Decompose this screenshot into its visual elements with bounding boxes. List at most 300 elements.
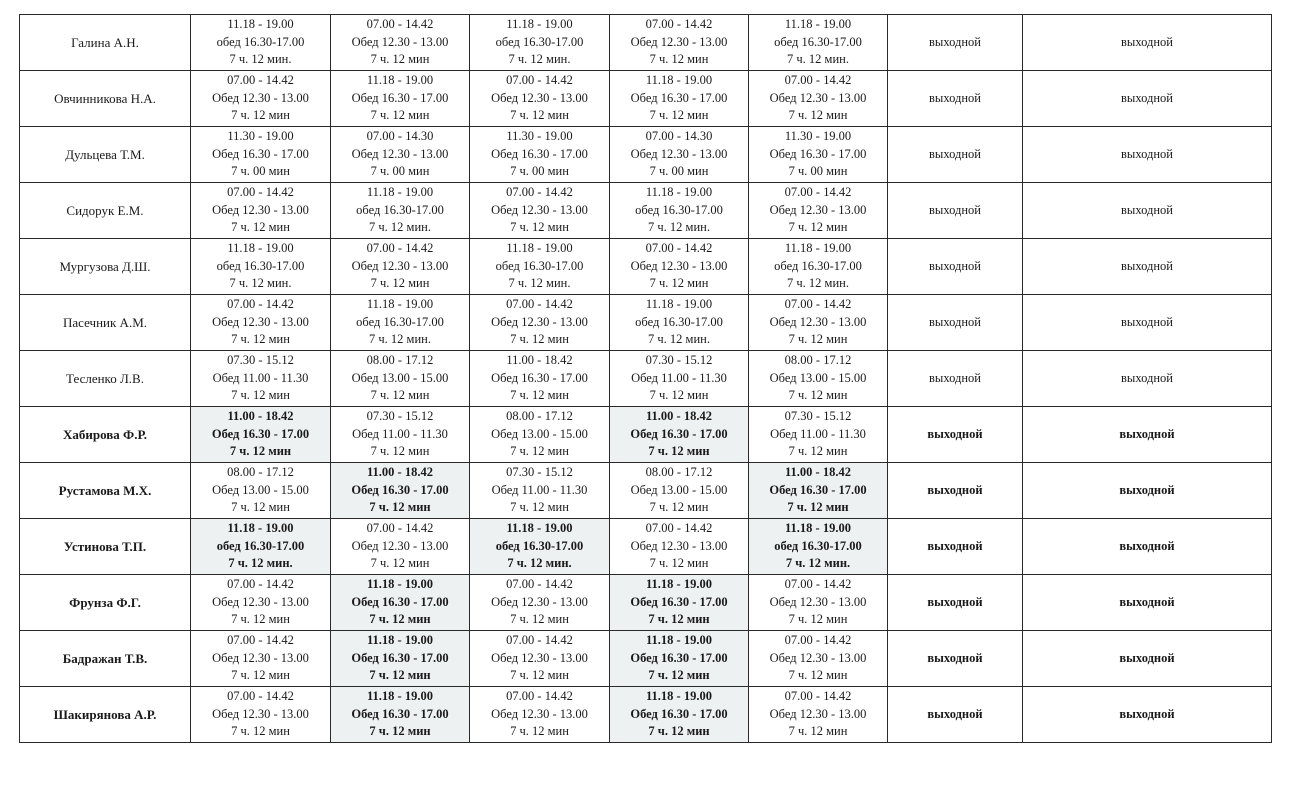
shift-hours: 7 ч. 12 мин. bbox=[508, 276, 571, 291]
shift-lunch: Обед 16.30 - 17.00 bbox=[351, 650, 449, 665]
shift-time: 11.18 - 19.00 bbox=[366, 73, 434, 88]
shift-time: 11.18 - 19.00 bbox=[646, 633, 712, 648]
shift-time: 07.00 - 14.42 bbox=[227, 689, 294, 704]
shift-lunch: Обед 16.30 - 17.00 bbox=[351, 594, 449, 609]
shift-cell bbox=[331, 519, 470, 575]
day-off-cell: выходной bbox=[1023, 407, 1272, 463]
shift-time: 08.00 - 17.12 bbox=[645, 465, 713, 480]
shift-hours: 7 ч. 12 мин bbox=[369, 612, 431, 627]
shift-cell bbox=[331, 407, 470, 463]
shift-hours: 7 ч. 12 мин bbox=[648, 724, 710, 739]
shift-time: 11.18 - 19.00 bbox=[366, 297, 434, 312]
shift-lunch: Обед 12.30 - 13.00 bbox=[769, 594, 867, 609]
shift-cell bbox=[331, 127, 470, 183]
day-off-cell: выходной bbox=[888, 71, 1023, 127]
table-row bbox=[20, 631, 1272, 687]
shift-time: 07.00 - 14.42 bbox=[784, 185, 852, 200]
shift-time: 07.00 - 14.42 bbox=[366, 17, 434, 32]
shift-hours: 7 ч. 12 мин. bbox=[787, 52, 849, 67]
shift-lunch: обед 16.30-17.00 bbox=[216, 258, 305, 273]
table-row bbox=[20, 15, 1272, 71]
shift-time: 11.18 - 19.00 bbox=[506, 521, 573, 536]
shift-time: 07.00 - 14.42 bbox=[506, 577, 573, 592]
shift-cell bbox=[610, 687, 749, 743]
shift-time: 11.18 - 19.00 bbox=[227, 17, 294, 32]
shift-time: 07.00 - 14.42 bbox=[506, 185, 573, 200]
shift-hours: 7 ч. 12 мин bbox=[788, 612, 848, 627]
shift-hours: 7 ч. 12 мин bbox=[510, 332, 569, 347]
shift-cell bbox=[331, 575, 470, 631]
shift-cell bbox=[470, 71, 610, 127]
shift-lunch: Обед 12.30 - 13.00 bbox=[491, 90, 588, 105]
shift-hours: 7 ч. 12 мин bbox=[649, 52, 709, 67]
table-row bbox=[20, 351, 1272, 407]
shift-hours: 7 ч. 12 мин bbox=[510, 612, 569, 627]
table-row bbox=[20, 295, 1272, 351]
shift-hours: 7 ч. 12 мин bbox=[649, 556, 709, 571]
shift-lunch: Обед 12.30 - 13.00 bbox=[212, 90, 309, 105]
shift-hours: 7 ч. 12 мин bbox=[788, 108, 848, 123]
shift-time: 07.00 - 14.42 bbox=[506, 73, 573, 88]
shift-time: 07.00 - 14.42 bbox=[784, 73, 852, 88]
shift-cell bbox=[191, 127, 331, 183]
table-row bbox=[20, 519, 1272, 575]
table-row bbox=[20, 127, 1272, 183]
employee-name: Фрунза Ф.Г. bbox=[20, 575, 191, 631]
shift-hours: 7 ч. 12 мин bbox=[370, 52, 430, 67]
employee-name: Шакирянова А.Р. bbox=[20, 687, 191, 743]
day-off-cell: выходной bbox=[1023, 351, 1272, 407]
shift-lunch: Обед 16.30 - 17.00 bbox=[351, 90, 449, 105]
schedule-table bbox=[19, 14, 1272, 743]
shift-cell bbox=[610, 239, 749, 295]
shift-time: 07.30 - 15.12 bbox=[506, 465, 573, 480]
shift-hours: 7 ч. 12 мин bbox=[788, 444, 848, 459]
shift-time: 11.00 - 18.42 bbox=[367, 465, 433, 480]
shift-cell bbox=[470, 127, 610, 183]
day-off-cell: выходной bbox=[1023, 239, 1272, 295]
shift-hours: 7 ч. 00 мин bbox=[649, 164, 709, 179]
shift-time: 07.00 - 14.42 bbox=[784, 689, 852, 704]
shift-lunch: обед 16.30-17.00 bbox=[635, 202, 723, 217]
shift-cell bbox=[610, 351, 749, 407]
shift-time: 07.00 - 14.42 bbox=[784, 577, 852, 592]
shift-cell bbox=[331, 71, 470, 127]
shift-hours: 7 ч. 12 мин. bbox=[508, 52, 571, 67]
shift-time: 07.30 - 15.12 bbox=[784, 409, 852, 424]
shift-cell bbox=[749, 295, 888, 351]
shift-hours: 7 ч. 12 мин. bbox=[787, 276, 849, 291]
day-off-cell: выходной bbox=[1023, 631, 1272, 687]
shift-time: 11.00 - 18.42 bbox=[506, 353, 573, 368]
table-row bbox=[20, 407, 1272, 463]
shift-hours: 7 ч. 12 мин bbox=[510, 500, 569, 515]
shift-hours: 7 ч. 12 мин bbox=[231, 668, 290, 683]
shift-cell bbox=[191, 631, 331, 687]
shift-hours: 7 ч. 12 мин bbox=[369, 500, 431, 515]
shift-time: 11.18 - 19.00 bbox=[784, 241, 852, 256]
shift-lunch: Обед 13.00 - 15.00 bbox=[491, 426, 588, 441]
shift-time: 11.18 - 19.00 bbox=[506, 241, 573, 256]
shift-lunch: Обед 12.30 - 13.00 bbox=[630, 538, 728, 553]
shift-time: 07.30 - 15.12 bbox=[645, 353, 713, 368]
shift-cell bbox=[749, 407, 888, 463]
shift-hours: 7 ч. 12 мин bbox=[510, 668, 569, 683]
shift-lunch: обед 16.30-17.00 bbox=[216, 538, 305, 553]
shift-time: 07.00 - 14.42 bbox=[227, 185, 294, 200]
shift-time: 08.00 - 17.12 bbox=[227, 465, 294, 480]
shift-time: 07.30 - 15.12 bbox=[227, 353, 294, 368]
shift-cell bbox=[610, 519, 749, 575]
shift-lunch: Обед 13.00 - 15.00 bbox=[630, 482, 728, 497]
shift-time: 11.30 - 19.00 bbox=[784, 129, 852, 144]
shift-lunch: Обед 12.30 - 13.00 bbox=[491, 314, 588, 329]
shift-hours: 7 ч. 12 мин bbox=[231, 220, 290, 235]
shift-lunch: Обед 11.00 - 11.30 bbox=[770, 426, 866, 441]
shift-cell bbox=[749, 351, 888, 407]
shift-hours: 7 ч. 00 мин bbox=[370, 164, 430, 179]
shift-lunch: Обед 12.30 - 13.00 bbox=[769, 314, 867, 329]
shift-cell bbox=[470, 519, 610, 575]
shift-cell bbox=[749, 687, 888, 743]
shift-cell bbox=[331, 463, 470, 519]
shift-hours: 7 ч. 12 мин bbox=[231, 332, 290, 347]
shift-time: 11.18 - 19.00 bbox=[227, 521, 294, 536]
shift-lunch: Обед 13.00 - 15.00 bbox=[769, 370, 867, 385]
shift-time: 07.00 - 14.42 bbox=[506, 633, 573, 648]
shift-lunch: Обед 12.30 - 13.00 bbox=[630, 258, 728, 273]
shift-hours: 7 ч. 12 мин. bbox=[507, 556, 572, 571]
day-off-cell: выходной bbox=[888, 295, 1023, 351]
shift-lunch: Обед 16.30 - 17.00 bbox=[769, 482, 867, 497]
shift-hours: 7 ч. 12 мин bbox=[649, 276, 709, 291]
shift-lunch: Обед 12.30 - 13.00 bbox=[630, 146, 728, 161]
shift-lunch: Обед 12.30 - 13.00 bbox=[351, 34, 449, 49]
shift-cell bbox=[749, 127, 888, 183]
shift-cell bbox=[610, 183, 749, 239]
shift-cell bbox=[749, 183, 888, 239]
shift-lunch: Обед 16.30 - 17.00 bbox=[211, 426, 310, 441]
day-off-cell: выходной bbox=[1023, 71, 1272, 127]
shift-time: 07.30 - 15.12 bbox=[366, 409, 434, 424]
table-row bbox=[20, 71, 1272, 127]
shift-time: 07.00 - 14.42 bbox=[645, 521, 713, 536]
shift-hours: 7 ч. 12 мин bbox=[788, 668, 848, 683]
shift-cell bbox=[470, 239, 610, 295]
shift-time: 11.00 - 18.42 bbox=[785, 465, 851, 480]
shift-hours: 7 ч. 12 мин bbox=[788, 220, 848, 235]
shift-cell bbox=[610, 127, 749, 183]
shift-lunch: Обед 12.30 - 13.00 bbox=[769, 90, 867, 105]
shift-cell bbox=[610, 631, 749, 687]
shift-time: 11.00 - 18.42 bbox=[646, 409, 712, 424]
shift-time: 07.00 - 14.42 bbox=[366, 241, 434, 256]
shift-cell bbox=[191, 407, 331, 463]
shift-time: 07.00 - 14.42 bbox=[645, 17, 713, 32]
day-off-cell: выходной bbox=[1023, 15, 1272, 71]
shift-lunch: Обед 12.30 - 13.00 bbox=[769, 706, 867, 721]
shift-cell bbox=[331, 15, 470, 71]
shift-cell bbox=[470, 183, 610, 239]
employee-name: Сидорук Е.М. bbox=[20, 183, 191, 239]
shift-time: 08.00 - 17.12 bbox=[784, 353, 852, 368]
shift-hours: 7 ч. 12 мин bbox=[648, 612, 710, 627]
day-off-cell: выходной bbox=[1023, 463, 1272, 519]
shift-hours: 7 ч. 12 мин. bbox=[228, 556, 293, 571]
shift-cell bbox=[610, 295, 749, 351]
shift-time: 11.18 - 19.00 bbox=[645, 185, 713, 200]
shift-hours: 7 ч. 12 мин. bbox=[648, 332, 710, 347]
shift-lunch: Обед 16.30 - 17.00 bbox=[630, 650, 728, 665]
shift-hours: 7 ч. 12 мин bbox=[649, 108, 709, 123]
shift-hours: 7 ч. 12 мин bbox=[788, 388, 848, 403]
shift-cell bbox=[191, 15, 331, 71]
shift-lunch: Обед 12.30 - 13.00 bbox=[491, 594, 588, 609]
shift-lunch: обед 16.30-17.00 bbox=[356, 314, 444, 329]
day-off-cell: выходной bbox=[1023, 127, 1272, 183]
shift-lunch: обед 16.30-17.00 bbox=[216, 34, 305, 49]
shift-hours: 7 ч. 12 мин bbox=[370, 388, 430, 403]
shift-lunch: обед 16.30-17.00 bbox=[356, 202, 444, 217]
shift-hours: 7 ч. 12 мин bbox=[510, 388, 569, 403]
employee-name: Галина А.Н. bbox=[20, 15, 191, 71]
shift-time: 07.00 - 14.42 bbox=[784, 297, 852, 312]
shift-lunch: обед 16.30-17.00 bbox=[774, 258, 862, 273]
shift-lunch: обед 16.30-17.00 bbox=[495, 538, 584, 553]
shift-time: 07.00 - 14.42 bbox=[784, 633, 852, 648]
shift-cell bbox=[749, 463, 888, 519]
shift-lunch: Обед 16.30 - 17.00 bbox=[491, 370, 588, 385]
shift-lunch: Обед 12.30 - 13.00 bbox=[630, 34, 728, 49]
shift-cell bbox=[191, 71, 331, 127]
shift-hours: 7 ч. 12 мин bbox=[649, 500, 709, 515]
shift-lunch: Обед 16.30 - 17.00 bbox=[769, 146, 867, 161]
shift-hours: 7 ч. 12 мин bbox=[370, 444, 430, 459]
shift-lunch: Обед 16.30 - 17.00 bbox=[212, 146, 309, 161]
shift-time: 07.00 - 14.42 bbox=[506, 297, 573, 312]
shift-cell bbox=[470, 575, 610, 631]
shift-hours: 7 ч. 12 мин bbox=[231, 724, 290, 739]
shift-cell bbox=[610, 71, 749, 127]
shift-time: 07.00 - 14.42 bbox=[227, 633, 294, 648]
shift-time: 11.18 - 19.00 bbox=[227, 241, 294, 256]
table-row bbox=[20, 575, 1272, 631]
shift-lunch: Обед 12.30 - 13.00 bbox=[491, 706, 588, 721]
shift-cell bbox=[470, 407, 610, 463]
shift-time: 07.00 - 14.42 bbox=[645, 241, 713, 256]
shift-hours: 7 ч. 12 мин. bbox=[229, 276, 292, 291]
shift-cell bbox=[749, 519, 888, 575]
shift-time: 07.00 - 14.42 bbox=[227, 577, 294, 592]
shift-lunch: Обед 13.00 - 15.00 bbox=[212, 482, 309, 497]
shift-lunch: Обед 12.30 - 13.00 bbox=[212, 202, 309, 217]
shift-hours: 7 ч. 12 мин bbox=[648, 668, 710, 683]
shift-hours: 7 ч. 12 мин bbox=[229, 444, 292, 459]
shift-lunch: обед 16.30-17.00 bbox=[774, 34, 862, 49]
shift-hours: 7 ч. 12 мин bbox=[231, 108, 290, 123]
shift-lunch: Обед 12.30 - 13.00 bbox=[212, 314, 309, 329]
shift-hours: 7 ч. 12 мин bbox=[369, 668, 431, 683]
shift-cell bbox=[331, 351, 470, 407]
day-off-cell: выходной bbox=[888, 239, 1023, 295]
day-off-cell: выходной bbox=[888, 631, 1023, 687]
shift-time: 11.18 - 19.00 bbox=[646, 689, 712, 704]
shift-lunch: Обед 16.30 - 17.00 bbox=[351, 706, 449, 721]
shift-time: 11.30 - 19.00 bbox=[227, 129, 294, 144]
shift-hours: 7 ч. 12 мин bbox=[787, 500, 849, 515]
shift-hours: 7 ч. 12 мин bbox=[370, 556, 430, 571]
day-off-cell: выходной bbox=[1023, 295, 1272, 351]
shift-lunch: Обед 12.30 - 13.00 bbox=[351, 538, 449, 553]
shift-time: 07.00 - 14.30 bbox=[645, 129, 713, 144]
day-off-cell: выходной bbox=[888, 183, 1023, 239]
day-off-cell: выходной bbox=[888, 519, 1023, 575]
shift-lunch: обед 16.30-17.00 bbox=[635, 314, 723, 329]
employee-name: Овчинникова Н.А. bbox=[20, 71, 191, 127]
shift-time: 11.30 - 19.00 bbox=[506, 129, 573, 144]
shift-lunch: Обед 12.30 - 13.00 bbox=[212, 706, 309, 721]
shift-time: 11.18 - 19.00 bbox=[366, 185, 434, 200]
shift-lunch: Обед 16.30 - 17.00 bbox=[491, 146, 588, 161]
shift-cell bbox=[749, 71, 888, 127]
shift-cell bbox=[610, 575, 749, 631]
shift-cell bbox=[331, 295, 470, 351]
shift-hours: 7 ч. 12 мин bbox=[370, 276, 430, 291]
table-row bbox=[20, 183, 1272, 239]
shift-time: 07.00 - 14.42 bbox=[366, 521, 434, 536]
shift-time: 11.18 - 19.00 bbox=[784, 17, 852, 32]
day-off-cell: выходной bbox=[888, 407, 1023, 463]
shift-hours: 7 ч. 12 мин bbox=[510, 220, 569, 235]
employee-name: Бадражан Т.В. bbox=[20, 631, 191, 687]
shift-time: 11.18 - 19.00 bbox=[646, 577, 712, 592]
shift-time: 08.00 - 17.12 bbox=[366, 353, 434, 368]
day-off-cell: выходной bbox=[888, 351, 1023, 407]
shift-lunch: Обед 11.00 - 11.30 bbox=[631, 370, 727, 385]
shift-cell bbox=[191, 687, 331, 743]
shift-hours: 7 ч. 12 мин. bbox=[229, 52, 292, 67]
shift-time: 08.00 - 17.12 bbox=[506, 409, 573, 424]
shift-hours: 7 ч. 12 мин bbox=[649, 388, 709, 403]
shift-lunch: обед 16.30-17.00 bbox=[495, 258, 584, 273]
shift-cell bbox=[749, 631, 888, 687]
employee-name: Мургузова Д.Ш. bbox=[20, 239, 191, 295]
shift-hours: 7 ч. 12 мин. bbox=[785, 556, 851, 571]
shift-time: 11.18 - 19.00 bbox=[367, 689, 433, 704]
shift-cell bbox=[470, 351, 610, 407]
shift-cell bbox=[470, 295, 610, 351]
shift-lunch: Обед 12.30 - 13.00 bbox=[212, 650, 309, 665]
employee-name: Рустамова М.Х. bbox=[20, 463, 191, 519]
shift-time: 07.00 - 14.42 bbox=[227, 73, 294, 88]
shift-cell bbox=[470, 15, 610, 71]
day-off-cell: выходной bbox=[888, 15, 1023, 71]
shift-cell bbox=[191, 575, 331, 631]
day-off-cell: выходной bbox=[888, 575, 1023, 631]
shift-lunch: Обед 16.30 - 17.00 bbox=[630, 594, 728, 609]
shift-cell bbox=[470, 631, 610, 687]
shift-hours: 7 ч. 12 мин bbox=[510, 108, 569, 123]
shift-hours: 7 ч. 12 мин. bbox=[369, 220, 431, 235]
shift-lunch: Обед 12.30 - 13.00 bbox=[769, 650, 867, 665]
shift-hours: 7 ч. 12 мин bbox=[788, 724, 848, 739]
shift-time: 11.18 - 19.00 bbox=[367, 633, 433, 648]
table-row bbox=[20, 239, 1272, 295]
shift-hours: 7 ч. 00 мин bbox=[510, 164, 569, 179]
shift-cell bbox=[749, 239, 888, 295]
day-off-cell: выходной bbox=[888, 687, 1023, 743]
shift-cell bbox=[331, 239, 470, 295]
employee-name: Пасечник А.М. bbox=[20, 295, 191, 351]
shift-cell bbox=[610, 15, 749, 71]
shift-lunch: Обед 16.30 - 17.00 bbox=[630, 90, 728, 105]
day-off-cell: выходной bbox=[1023, 183, 1272, 239]
shift-hours: 7 ч. 12 мин bbox=[648, 444, 710, 459]
shift-lunch: обед 16.30-17.00 bbox=[495, 34, 584, 49]
shift-cell bbox=[470, 463, 610, 519]
shift-lunch: Обед 13.00 - 15.00 bbox=[351, 370, 449, 385]
shift-hours: 7 ч. 12 мин bbox=[510, 724, 569, 739]
shift-time: 07.00 - 14.42 bbox=[227, 297, 294, 312]
shift-hours: 7 ч. 00 мин bbox=[231, 164, 290, 179]
shift-cell bbox=[191, 351, 331, 407]
day-off-cell: выходной bbox=[1023, 575, 1272, 631]
shift-lunch: обед 16.30-17.00 bbox=[774, 538, 862, 553]
shift-time: 07.00 - 14.42 bbox=[506, 689, 573, 704]
shift-lunch: Обед 12.30 - 13.00 bbox=[491, 202, 588, 217]
shift-cell bbox=[331, 687, 470, 743]
shift-time: 11.00 - 18.42 bbox=[227, 409, 294, 424]
shift-lunch: Обед 16.30 - 17.00 bbox=[630, 426, 728, 441]
shift-time: 11.18 - 19.00 bbox=[645, 73, 713, 88]
shift-lunch: Обед 16.30 - 17.00 bbox=[630, 706, 728, 721]
shift-lunch: Обед 12.30 - 13.00 bbox=[491, 650, 588, 665]
employee-name: Дульцева Т.М. bbox=[20, 127, 191, 183]
shift-hours: 7 ч. 12 мин bbox=[370, 108, 430, 123]
shift-hours: 7 ч. 12 мин bbox=[231, 612, 290, 627]
shift-lunch: Обед 12.30 - 13.00 bbox=[351, 258, 449, 273]
shift-hours: 7 ч. 12 мин bbox=[231, 388, 290, 403]
shift-hours: 7 ч. 12 мин. bbox=[648, 220, 710, 235]
shift-time: 11.18 - 19.00 bbox=[506, 17, 573, 32]
shift-time: 11.18 - 19.00 bbox=[645, 297, 713, 312]
shift-hours: 7 ч. 12 мин bbox=[231, 500, 290, 515]
shift-lunch: Обед 12.30 - 13.00 bbox=[212, 594, 309, 609]
shift-hours: 7 ч. 12 мин bbox=[788, 332, 848, 347]
shift-hours: 7 ч. 00 мин bbox=[788, 164, 848, 179]
employee-name: Устинова Т.П. bbox=[20, 519, 191, 575]
shift-hours: 7 ч. 12 мин bbox=[369, 724, 431, 739]
day-off-cell: выходной bbox=[1023, 687, 1272, 743]
shift-lunch: Обед 12.30 - 13.00 bbox=[351, 146, 449, 161]
shift-lunch: Обед 11.00 - 11.30 bbox=[352, 426, 448, 441]
shift-time: 11.18 - 19.00 bbox=[785, 521, 851, 536]
shift-lunch: Обед 12.30 - 13.00 bbox=[769, 202, 867, 217]
shift-cell bbox=[749, 15, 888, 71]
table-row bbox=[20, 463, 1272, 519]
shift-hours: 7 ч. 12 мин. bbox=[369, 332, 431, 347]
shift-time: 11.18 - 19.00 bbox=[367, 577, 433, 592]
shift-lunch: Обед 11.00 - 11.30 bbox=[491, 482, 588, 497]
shift-hours: 7 ч. 12 мин bbox=[510, 444, 569, 459]
day-off-cell: выходной bbox=[1023, 519, 1272, 575]
shift-cell bbox=[191, 519, 331, 575]
shift-cell bbox=[191, 463, 331, 519]
shift-cell bbox=[331, 631, 470, 687]
employee-name: Тесленко Л.В. bbox=[20, 351, 191, 407]
shift-cell bbox=[191, 183, 331, 239]
employee-name: Хабирова Ф.Р. bbox=[20, 407, 191, 463]
